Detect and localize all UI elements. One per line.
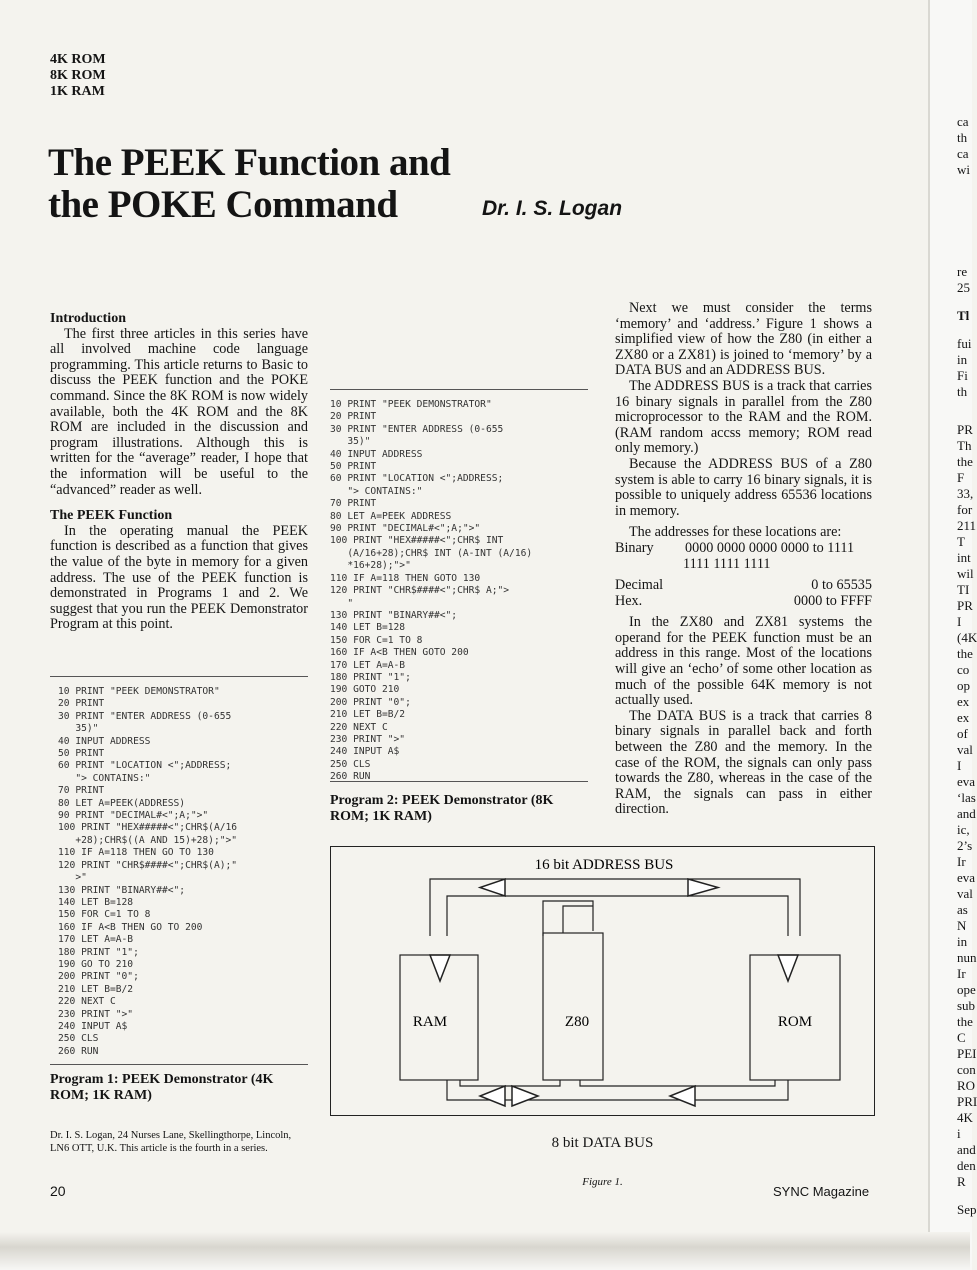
- strip-fragment: (4K: [957, 630, 977, 645]
- decimal-range: 0 to 65535: [811, 577, 872, 594]
- strip-fragment: con: [957, 1062, 976, 1077]
- strip-fragment: in: [957, 934, 968, 949]
- strip-fragment: nun: [957, 950, 977, 965]
- binary-label: Binary: [615, 539, 654, 556]
- strip-fragment: RO: [957, 1078, 976, 1093]
- arrow-right-icon: [512, 1086, 538, 1106]
- strip-fragment: 4K i: [957, 1110, 973, 1141]
- strip-fragment: th: [957, 384, 968, 399]
- addresses-intro: The addresses for these locations are:: [629, 524, 842, 541]
- hex-label: Hex.: [615, 592, 643, 609]
- strip-fragment: R: [957, 1174, 966, 1189]
- strip-fragment: of: [957, 726, 968, 741]
- address-bus-paragraph: The ADDRESS BUS is a track that carries 16 binary signals in parallel from the Z80 microprocessor to the RAM and the ROM. (RAM random accss memory; ROM read only memory.): [615, 377, 872, 457]
- divider: [50, 1064, 308, 1065]
- strip-fragment: and: [957, 806, 976, 821]
- strip-fragment: PR: [957, 422, 973, 437]
- strip-fragment: int: [957, 550, 971, 565]
- data-bus-paragraph: The DATA BUS is a track that carries 8 binary signals in parallel back and forth between the Z80 and the memory. In the case of the ROM, the signals can only pass towards the Z80, whereas in the case of the RAM, the signals can pass in either direction.: [615, 707, 872, 818]
- hex-range: 0000 to FFFF: [793, 592, 872, 609]
- ram-label: RAM: [412, 1014, 448, 1030]
- strip-fragment: sub: [957, 998, 976, 1013]
- strip-fragment: T: [957, 534, 965, 549]
- strip-fragment: ‘las: [957, 790, 976, 805]
- strip-fragment: ca: [957, 146, 969, 161]
- strip-fragment: the: [957, 1014, 973, 1029]
- figure-1-bus-diagram: [330, 846, 875, 1116]
- author-footnote: Dr. I. S. Logan, 24 Nurses Lane, Skellingthorpe, Lincoln, LN6 OTT, U.K. This article is the fourth in a series.: [50, 1130, 292, 1154]
- strip-fragment: Ir: [957, 854, 966, 869]
- strip-fragment: eva: [957, 774, 976, 789]
- title-line-1: The PEEK Function and: [48, 141, 451, 184]
- arrow-left-icon: [670, 1086, 695, 1106]
- strip-fragment: Sep: [957, 1202, 977, 1217]
- strip-fragment: PR: [957, 598, 973, 613]
- binary-range: 0000 0000 0000 0000 to 1111: [685, 539, 855, 556]
- strip-fragment: Th: [957, 438, 972, 453]
- strip-fragment: PEI: [957, 1046, 977, 1061]
- intro-paragraph: The first three articles in this series have all involved machine code language programming. This article returns to Basic to discuss the PEEK function and the POKE command. Since the 8K ROM is now widely available, both the 4K ROM and the 8K ROM are included in the discussion and program illustrations. Although this is written for the “average” reader, I hope that the information will be useful to the “advanced” reader as well.: [50, 325, 308, 498]
- divider: [330, 781, 588, 782]
- program-2-listing: 10 PRINT "PEEK DEMONSTRATOR" 20 PRINT 30 PRINT "ENTER ADDRESS (0-655 35)" 40 INPUT ADDRESS 50 PRINT 60 PRINT "LOCATION <";ADDRESS; "> CONTAINS:" 70 PRINT 80 LET A=PEEK ADDRESS 90 PRINT "DECIMAL#<";A;">" 100 PRINT "HEX#####<";CHR$ INT (A/16+28);CHR$ INT (A-INT (A/16) *16+28);">" 110 IF A=118 THEN GOTO 130 120 PRINT "CHR$####<";CHR$ A;"> " 130 PRINT "BINARY##<"; 140 LET B=128 150 FOR C=1 TO 8 160 IF A<B THEN GOTO 200 170 LET A=A-B 180 PRINT "1"; 190 GOTO 210 200 PRINT "0"; 210 LET B=B/2 220 NEXT C 230 PRINT ">" 240 INPUT A$ 250 CLS 260 RUN: [330, 399, 533, 783]
- strip-fragment: Ir: [957, 966, 966, 981]
- strip-fragment: ex: [957, 694, 970, 709]
- addressing-paragraph: Because the ADDRESS BUS of a Z80 system is able to carry 16 binary signals, it is possible to uniquely address 65536 locations in memory.: [615, 455, 872, 519]
- strip-fragment: F: [957, 470, 965, 485]
- strip-fragment: den: [957, 1158, 976, 1173]
- strip-fragment: for: [957, 502, 973, 517]
- hardware-specs: [50, 52, 106, 100]
- strip-fragment: wi: [957, 162, 970, 177]
- strip-fragment: C: [957, 1030, 966, 1045]
- strip-fragment: 25: [957, 280, 970, 295]
- strip-fragment: th: [957, 130, 968, 145]
- address-bus-label: 16 bit ADDRESS BUS: [534, 857, 674, 873]
- strip-fragment: I: [957, 758, 962, 773]
- strip-fragment: 2’s: [957, 838, 973, 853]
- peek-paragraph: In the operating manual the PEEK function is described as a function that gives the value of the byte in memory for a given address. The use of the PEEK function is demonstrated in Programs 1 and 2. We suggest that you run the PEEK Demonstrator Program at this point.: [50, 522, 308, 633]
- data-bus-label: 8 bit DATA BUS: [330, 1135, 875, 1152]
- z80-box: [543, 933, 603, 1080]
- strip-fragment: TI: [957, 582, 970, 597]
- arrow-down-icon: [430, 955, 450, 981]
- rom-label: ROM: [777, 1014, 813, 1030]
- spec-8k-rom: 8K ROM: [50, 68, 106, 83]
- strip-fragment: Fi: [957, 368, 968, 383]
- program-1-listing: 10 PRINT "PEEK DEMONSTRATOR" 20 PRINT 30 PRINT "ENTER ADDRESS (0-655 35)" 40 INPUT ADDRESS 50 PRINT 60 PRINT "LOCATION <";ADDRESS; "> CONTAINS:" 70 PRINT 80 LET A=PEEK(ADDRESS) 90 PRINT "DECIMAL#<";A;">" 100 PRINT "HEX#####<";CHR$(A/16 +28);CHR$((A AND 15)+28);">" 110 IF A=118 THEN GO TO 130 120 PRINT "CHR$####<";CHR$(A);" >" 130 PRINT "BINARY##<"; 140 LET B=128 150 FOR C=1 TO 8 160 IF A<B THEN GO TO 200 170 LET A=A-B 180 PRINT "1"; 190 GO TO 210 200 PRINT "0"; 210 LET B=B/2 220 NEXT C 230 PRINT ">" 240 INPUT A$ 250 CLS 260 RUN: [58, 686, 238, 1057]
- strip-fragment: ope: [957, 982, 976, 997]
- title-line-2: the POKE Command: [48, 183, 398, 226]
- arrow-left-icon: [480, 879, 505, 896]
- memory-paragraph: Next we must consider the terms ‘memory’ and ‘address.’ Figure 1 shows a simplified view of how the Z80 (in either a ZX80 or a ZX81) is joined to ‘memory’ by a DATA BUS and an ADDRESS BUS.: [615, 300, 872, 379]
- intro-heading: Introduction: [50, 311, 126, 326]
- strip-fragment: eva: [957, 870, 976, 885]
- arrow-left-icon: [480, 1086, 505, 1106]
- adjacent-page-text: [957, 114, 977, 1218]
- arrow-down-icon: [778, 955, 798, 981]
- program-1-caption: Program 1: PEEK Demonstrator (4K ROM; 1K RAM): [50, 1072, 274, 1103]
- divider: [50, 676, 308, 677]
- spec-1k-ram: 1K RAM: [50, 84, 105, 99]
- strip-fragment: Tl: [957, 308, 970, 323]
- strip-fragment: I: [957, 614, 962, 629]
- figure-caption: Figure 1.: [582, 1176, 623, 1188]
- strip-fragment: ic,: [957, 822, 970, 837]
- divider: [330, 389, 588, 390]
- strip-fragment: re: [957, 264, 968, 279]
- strip-fragment: in: [957, 352, 968, 367]
- strip-fragment: the: [957, 646, 973, 661]
- strip-fragment: PRI: [957, 1094, 977, 1109]
- z80-label: Z80: [564, 1014, 590, 1030]
- address-range-table: [615, 541, 872, 609]
- decimal-label: Decimal: [615, 577, 664, 594]
- spec-4k-rom: 4K ROM: [50, 52, 106, 67]
- strip-fragment: ca: [957, 114, 969, 129]
- strip-fragment: as N: [957, 902, 968, 933]
- magazine-name: SYNC Magazine: [773, 1184, 870, 1199]
- strip-fragment: the: [957, 454, 973, 469]
- page-edge: [0, 1232, 970, 1270]
- binary-range-cont: 1111 1111 1111: [683, 555, 771, 572]
- operand-paragraph: In the ZX80 and ZX81 systems the operand for the PEEK function must be an address in this range. Most of the locations will give an ‘echo’ of some other location as much of the possible 64K memory is not actually used.: [615, 614, 872, 709]
- strip-fragment: fui: [957, 336, 972, 351]
- right-column-text: [615, 301, 872, 818]
- arrow-right-icon: [688, 879, 718, 896]
- strip-fragment: 33,: [957, 486, 974, 501]
- strip-fragment: 211: [957, 518, 977, 533]
- strip-fragment: ex: [957, 710, 970, 725]
- strip-fragment: wil: [957, 566, 974, 581]
- article-title: [48, 142, 450, 226]
- program-2-caption: Program 2: PEEK Demonstrator (8K ROM; 1K RAM): [330, 793, 554, 824]
- page-number: 20: [50, 1183, 66, 1199]
- strip-fragment: and: [957, 1142, 976, 1157]
- strip-fragment: co: [957, 662, 970, 677]
- strip-fragment: val: [957, 886, 973, 901]
- strip-fragment: val: [957, 742, 973, 757]
- peek-heading: The PEEK Function: [50, 508, 173, 524]
- strip-fragment: op: [957, 678, 970, 693]
- author-byline: Dr. I. S. Logan: [482, 197, 623, 220]
- left-column-text: [50, 311, 308, 633]
